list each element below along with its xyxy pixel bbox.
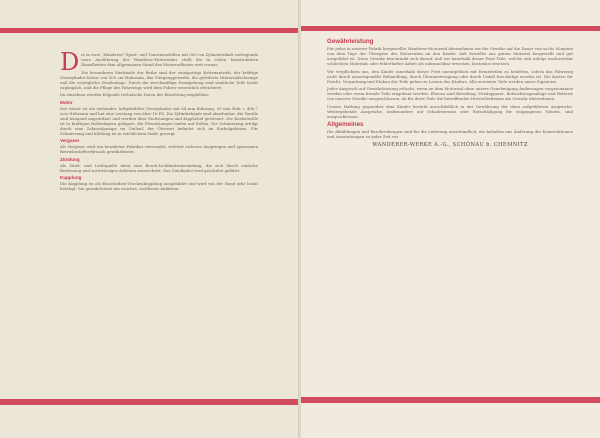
right-top-band — [301, 26, 600, 31]
heading-kupplung: Kupplung — [60, 175, 82, 181]
gewaehr-paragraph-3: Jeder Anspruch auf Gewährleistung erlischt, wenn an dem Motorrad ohne unsere Genehmigung Änderungen vorgenommen werden oder wenn fremde Teile eingebaut werden. Ebenso sind Bereifung, Zündapparat, Beleuchtungsanlage und Batterie von unserer Gewähr ausgeschlossen, da für diese Teile die betreffenden Herstellerfirmen die Gewähr übernehmen. — [327, 86, 573, 102]
heading-allgemeines: Allgemeines — [327, 121, 364, 129]
dropcap: D — [60, 48, 80, 76]
text-vergaser: Als Vergaser wird ein bewährter Fabrikat verwendet, welcher sicheres Anspringen und sparsamen Betriebsstoffverbrauch gewährleistet. — [60, 144, 258, 155]
heading-gewaehrleistung: Gewährleistung — [327, 38, 374, 45]
left-bottom-band — [0, 399, 299, 405]
gewaehr-paragraph-1: Für jedes in unserer Fabrik hergestellte Wanderer-Motorrad übernehmen wir die Gewähr auf die Dauer von sechs Monaten von dem Tage der Übergabe des Motorrades an den Käufer, daß dasselbe aus gutem Material hergestellt und gut ausgeführt ist. Diese Gewähr beschränkt sich darauf, daß wir innerhalb dieser Frist Teile, welche sich infolge nachweisbar schlechten Materials oder fehlerhafter Arbeit als unbrauchbar erweisen, kostenlos ersetzen. — [327, 46, 573, 67]
paragraph-features: Die besonderen Merkmale der Reihe sind der einzigartige Kettenantrieb, der kräftige Zweizylinder-Motor von 500 cm Hubraum, das Vierganggetriebe, die gefederte Hinterradschwinge und die vorzügliche Straßenlage. Durch die zweckmäßige Formgebung sind sämtliche Teile leicht zugänglich, und die Pflege des Fahrzeugs wird dem Fahrer wesentlich erleichtert. — [60, 69, 258, 90]
gewaehr-paragraph-2: Wir verpflichten uns, den Käufer innerhalb dieser Frist unentgeltlich mit Ersatzteilen zu beliefern, sofern das Fahrzeug nicht durch unsachgemäße Behandlung, durch Überanstrengung oder durch Unfall beschädigt worden ist. Die Kosten für Fracht, Verpackung und Einbau der Teile gehen zu Lasten des Käufers. Alle ersetzten Teile werden unser Eigentum. — [327, 68, 573, 84]
right-text-column — [327, 38, 573, 148]
paragraph-data-intro: Im einzelnen werden folgende technische Daten der Beachtung empfohlen: — [60, 92, 210, 98]
left-text-column — [60, 48, 258, 194]
heading-vergaser: Vergaser — [60, 138, 80, 144]
text-kupplung: Die Kupplung ist als Einscheiben-Trockenkupplung ausgebildet und wird von der Hand sehr leicht betätigt. Sie gewährleistet ein weiches, stoßfreies Anfahren. — [60, 181, 258, 192]
intro-paragraph — [60, 48, 258, 76]
text-motor: Der Motor ist ein stehender, luftgekühlter Zweizylinder mit 84 mm Bohrung, 90 mm Hub = 496,7 ccm Hubraum und hat eine Leistung von über 16 PS. Die Zylinderköpfe sind abnehmbar, die Ventile sind hängend angeordnet und werden über Stoßstangen und Kipphebel gesteuert. Die Kurbelwelle ist in kräftigen Rollenlagern gelagert, die Pleuelstangen laufen auf Rollen. Die Schmierung erfolgt durch eine Zahnradpumpe im Umlauf, der Ölvorrat befindet sich im Kurbelgehäuse. Für Schmierung und Kühlung ist in reichlichem Maße gesorgt. — [60, 105, 258, 136]
heading-zuendung: Zündung — [60, 156, 80, 162]
right-page — [301, 0, 600, 438]
heading-motor: Motor — [60, 99, 73, 105]
intro-text: ie in zwei „Wanderer"-Sport- und Tourenmodellen mit 500 cm Zylinderinhalt vorliegende neue Ausführung der Wanderer-Motorräder stellt die in vielen konstruktiven Einzelheiten dem allgemeinen Stand des Motorradbaues weit voraus. — [81, 52, 258, 68]
gewaehr-paragraph-4: Unsere Haftung gegenüber dem Käufer besteht ausschließlich in der Gewährung der oben aufgeführten Ansprüche. Weitergehende Ansprüche, insbesondere auf Schadenersatz oder Entschädigung für entgangenen Nutzen, sind ausgeschlossen. — [327, 103, 573, 119]
left-page — [0, 0, 299, 438]
left-top-band — [0, 28, 299, 33]
right-bottom-band — [301, 397, 600, 403]
company-footer: WANDERER-WERKE A.-G., SCHÖNAU b. CHEMNITZ — [372, 142, 528, 149]
allgemeines-paragraph: Die Abbildungen und Beschreibungen sind für die Lieferung unverbindlich; wir behalten uns Änderung der Konstruktionen und Ausstattungen zu jeder Zeit vor. — [327, 129, 573, 140]
text-zuendung: Als Zünd- und Lichtquelle dient eine Bosch-Lichtbatteriezündung, die sich durch einfache Bedienung und zuverlässiges Arbeiten auszeichnet. Das Zündkabel wird geschützt geführt. — [60, 162, 258, 173]
